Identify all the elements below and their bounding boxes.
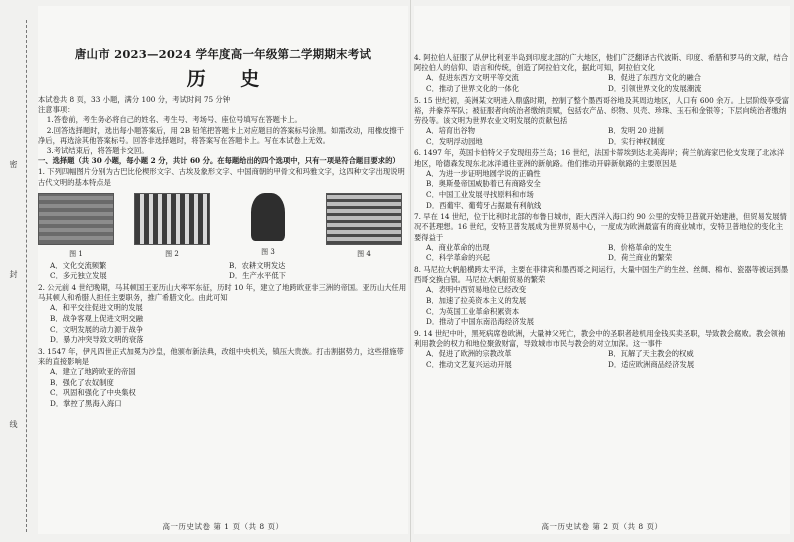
q7-options-row-1 bbox=[414, 243, 790, 254]
page-fold-divider bbox=[410, 0, 411, 542]
question-7-stem: 7. 早在 14 世纪，位于比利时北部的布鲁日城市，距大西洋入海口约 90 公里的安特卫普就开始建港，但贸易发展情况不甚理想。16 世纪，安特卫普发展成为世界贸易中心，一度成为欧洲最富有的商业城市，安特卫普地位的变化主要得益于 bbox=[414, 212, 787, 242]
q8-option-c: C．为英国工业革命积累资本 bbox=[426, 306, 520, 316]
question-1 bbox=[38, 167, 408, 282]
q5-option-b: B．发明 20 进制 bbox=[608, 126, 664, 136]
q6-option-d: D．西葡牢、葡萄牙占据最有利航线 bbox=[426, 200, 542, 210]
q1-option-b: B．农耕文明发达 bbox=[229, 260, 286, 270]
q6-option-c: C．中国工业发展寻找原料和市场 bbox=[426, 189, 534, 199]
q9-option-a: A．促进了欧洲的宗教改革 bbox=[426, 349, 512, 359]
page-1-footer: 高一历史试卷 第 1 页（共 8 页） bbox=[162, 522, 284, 531]
figure-1-cuneiform bbox=[38, 193, 114, 259]
top-margin bbox=[414, 6, 790, 52]
q4-options-row-1 bbox=[414, 73, 790, 84]
seal-char-feng: 封 bbox=[9, 270, 18, 278]
q2-option-d: D．暴力冲突导致文明的衰落 bbox=[50, 335, 144, 345]
question-8 bbox=[414, 265, 790, 328]
q5-option-a: A．培育出谷物 bbox=[426, 126, 476, 136]
figure-2-image bbox=[134, 193, 210, 245]
q8-option-a: A．表明中西贸易地位已经改变 bbox=[426, 285, 527, 295]
exam-page-2 bbox=[414, 6, 790, 534]
question-1-stem: 1. 下列四幅图片分别为古巴比伦楔形文字、古埃及象形文字、中国商朝的甲骨文和玛雅文字，这四种文字出现说明古代文明的基本特点是 bbox=[38, 167, 405, 187]
figure-3-oracle-bone bbox=[230, 193, 306, 259]
figure-4-caption: 图 4 bbox=[357, 249, 371, 258]
q7-option-c: C．科学革命的兴起 bbox=[426, 253, 490, 263]
figure-4-maya-script bbox=[326, 193, 402, 259]
q3-option-c: C．巩固和强化了中央集权 bbox=[50, 388, 136, 398]
q7-options-row-2 bbox=[414, 253, 790, 264]
question-3-stem: 3. 1547 年，伊凡四世正式加冕为沙皇，他颁布新法典，改组中央机关，镇压大贵族。打击割据势力，这些措施带来的直接影响是 bbox=[38, 346, 404, 366]
question-4 bbox=[414, 53, 790, 95]
q4-options-row-2 bbox=[414, 84, 790, 95]
q5-option-d: D．实行神权制度 bbox=[608, 136, 665, 146]
question-2-stem: 2. 公元前 4 世纪晚期，马其顿国王亚历山大率军东征，历时 10 年，建立了地跨欧亚非三洲的帝国。亚历山大任用马其顿人和希腊人担任主要职务，推广希腊文化。由此可知 bbox=[38, 283, 407, 303]
section-1-heading: 一、选择题（共 30 小题，每小题 2 分，共计 60 分。在每题给出的四个选项中，只有一项是符合题目要求的） bbox=[38, 156, 400, 166]
question-9 bbox=[414, 329, 790, 371]
q5-option-c: C．发明浮动园地 bbox=[426, 136, 483, 146]
q4-option-b: B．促进了东西方文化的融合 bbox=[608, 73, 701, 83]
binding-strip bbox=[0, 0, 34, 542]
figure-3-caption: 图 3 bbox=[261, 247, 275, 256]
q9-option-d: D．适应欧洲商品经济发展 bbox=[608, 359, 695, 369]
q5-options-row-1 bbox=[414, 126, 790, 137]
figure-4-image bbox=[326, 193, 402, 245]
notes-title: 注意事项： bbox=[38, 105, 75, 115]
figure-2-caption: 图 2 bbox=[165, 249, 179, 258]
question-6 bbox=[414, 148, 790, 211]
seal-char-xian: 线 bbox=[9, 420, 18, 428]
question-4-stem: 4. 阿拉伯人征服了从伊比利亚半岛到印度北部的广大地区，他们广泛翻译古代波斯、印度、希腊和罗马的文献，结合阿拉伯人的信仰、语言和传统，创造了阿拉伯文化，据此可知，阿拉伯文化 bbox=[414, 53, 789, 73]
q4-option-c: C．推动了世界文化的一体化 bbox=[426, 84, 520, 93]
q9-option-b: B．瓦解了天主教会的权威 bbox=[608, 349, 694, 359]
q7-option-a: A．商业革命的出现 bbox=[426, 242, 490, 252]
figure-2-hieroglyph bbox=[134, 193, 210, 259]
q6-option-b: B．奥斯曼帝国威胁着已有商路安全 bbox=[426, 179, 541, 189]
figure-3-image bbox=[230, 193, 306, 243]
figure-1-image bbox=[38, 193, 114, 245]
q8-option-b: B．加速了拉美资本主义的发展 bbox=[426, 295, 527, 305]
question-8-stem: 8. 马尼拉大帆船横跨太平洋，主要在菲律宾和墨西哥之间运行，大量中国生产的生丝、丝绸、棉布、瓷器等被运到墨西哥交换白银。马尼拉大帆船贸易的繁荣 bbox=[414, 264, 789, 285]
question-7 bbox=[414, 212, 790, 264]
note-3: 3.考试结束后，将答题卡交回。 bbox=[46, 146, 149, 156]
q5-options-row-2 bbox=[414, 137, 790, 148]
q2-option-a: A．和平交往促进文明的发展 bbox=[50, 303, 143, 313]
question-1-options-row-2 bbox=[38, 271, 408, 282]
exam-title: 唐山市 2023—2024 学年度高一年级第二学期期末考试 bbox=[74, 47, 372, 61]
exam-subject: 历 史 bbox=[186, 68, 274, 90]
question-9-stem: 9. 14 世纪中叶，黑死病席卷欧洲，大量神父死亡，教会中的圣职者趁机用金钱买卖圣职，导致教会腐败。教会领袖利用教会的权力和地位聚敛财富，导致城市市民与教会的对立加深。这一事件 bbox=[414, 328, 786, 348]
q4-option-d: D．引领世界文化的发展潮流 bbox=[608, 84, 702, 93]
q3-option-d: D．掌控了黑海入海口 bbox=[50, 398, 122, 408]
q1-option-d: D．生产水平低下 bbox=[229, 271, 286, 281]
question-5-stem: 5. 15 世纪初，美洲某文明进入鼎盛时期，控制了整个墨西哥谷地及其周边地区，人口有 600 余万。上层阶级享受富裕，并豢养军队；被征服者向统治者缴纳贡赋，包括农产品、织物、贝壳、珍珠、玉石和金银等；下层向统治者缴纳劳役等。该文明为世界农业文明发展的贡献包括 bbox=[414, 95, 790, 125]
note-1: 1.答卷前，考生务必将自己的姓名、考生号、考场号、座位号填写在答题卡上。 bbox=[46, 115, 302, 125]
q3-option-a: A．建立了地跨欧亚的帝国 bbox=[50, 367, 136, 377]
question-5 bbox=[414, 96, 790, 148]
note-2: 2.回答选择题时，选出每小题答案后，用 2B 铅笔把答题卡上对应题目的答案标号涂黑。如需改动，用橡皮擦干净后，再选涂其他答案标号。回答非选择题时，将答案写在答题卡上。写在本试卷上无效。 bbox=[38, 125, 405, 145]
question-6-stem: 6. 1497 年，英国卡伯特父子发现纽芬兰岛；16 世纪，法国卡蒂埃到达北美海岸；荷兰航海家巴伦支发现了北冰洋地区，哈德森发现东北冰洋通往亚洲的新航路。他们推动开辟新航路的主要原因是 bbox=[414, 148, 785, 168]
seal-dashed-line bbox=[26, 20, 27, 532]
page-2-footer: 高一历史试卷 第 2 页（共 8 页） bbox=[541, 522, 663, 531]
question-3 bbox=[38, 347, 408, 410]
q4-option-a: A．促进东西方文明平等交流 bbox=[426, 73, 519, 83]
q9-options-row-2 bbox=[414, 360, 790, 371]
exam-page-1 bbox=[38, 6, 408, 534]
question-2 bbox=[38, 283, 408, 346]
q2-option-b: B．战争客观上促进文明交融 bbox=[50, 314, 143, 324]
q1-option-c: C．多元独立发展 bbox=[50, 271, 107, 281]
exam-meta: 本试卷共 8 页，33 小题，满分 100 分，考试时间 75 分钟 bbox=[38, 95, 231, 104]
q9-option-c: C．推动文艺复兴运动开展 bbox=[426, 359, 512, 369]
q8-option-d: D．推动了中国东南沿海经济发展 bbox=[426, 317, 535, 327]
q1-option-a: A．文化交流频繁 bbox=[50, 260, 107, 270]
q6-option-a: A．为进一步证明地圆学说的正确性 bbox=[426, 168, 541, 178]
question-1-figures bbox=[38, 193, 408, 259]
q7-option-d: D．荷兰商业的繁荣 bbox=[608, 253, 673, 263]
q2-option-c: C．文明发展的动力源于战争 bbox=[50, 324, 144, 334]
q3-option-b: B．强化了农奴制度 bbox=[50, 377, 114, 387]
seal-char-mi: 密 bbox=[9, 160, 18, 168]
q7-option-b: B．价格革命的发生 bbox=[608, 242, 672, 252]
q9-options-row-1 bbox=[414, 349, 790, 360]
figure-1-caption: 图 1 bbox=[69, 249, 83, 258]
question-1-options-row-1 bbox=[38, 261, 408, 272]
